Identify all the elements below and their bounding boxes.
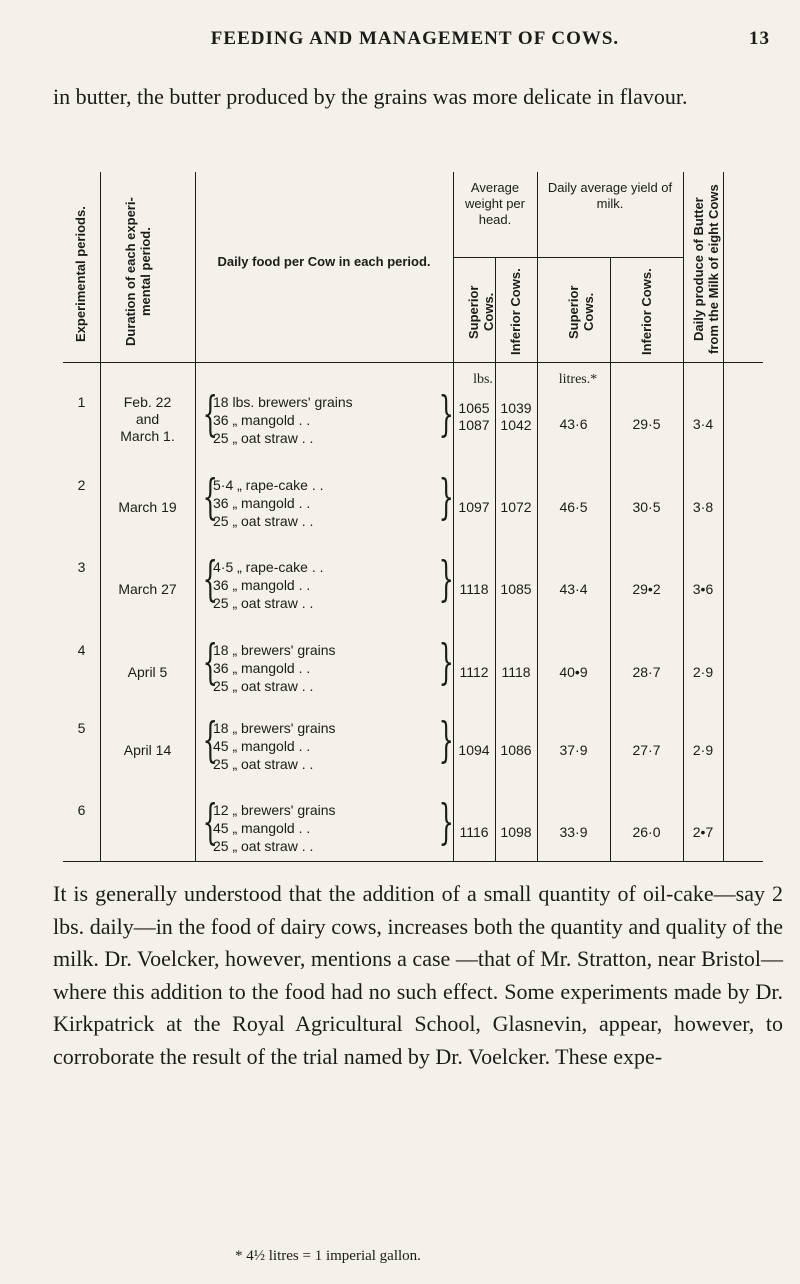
col-divider	[195, 172, 196, 862]
food-line: 18 lbs. brewers' grains	[213, 394, 353, 410]
cell-yield-superior: 40•9	[559, 664, 588, 680]
cell-yield-superior: 33·9	[559, 824, 588, 840]
cell-butter: 3·4	[692, 416, 714, 432]
cell-butter: 2·9	[692, 742, 714, 758]
header-food: Daily food per Cow in each period.	[217, 254, 431, 269]
cell-weight-inferior: 1118	[501, 664, 531, 680]
header-butter: Daily produce of Butter from the Milk of eight Cows	[691, 184, 721, 355]
cell-duration: April 5	[127, 664, 168, 680]
food-line: 25 „ oat straw . .	[213, 595, 314, 611]
brace-close-icon: }	[438, 712, 454, 768]
footnote: * 4½ litres = 1 imperial gallon.	[235, 1248, 421, 1264]
cell-yield-superior: 37·9	[559, 742, 588, 758]
cell-weight-superior: 1094	[458, 742, 490, 758]
col-divider	[537, 172, 538, 862]
cell-yield-inferior: 26·0	[632, 824, 661, 840]
cell-duration: March 19	[118, 499, 177, 515]
cell-yield-inferior: 30·5	[632, 499, 661, 515]
cell-duration: March 1.	[120, 428, 175, 444]
page-number: 13	[749, 28, 770, 49]
group-divider	[453, 257, 683, 258]
cell-weight-superior: 1087	[458, 417, 490, 433]
cell-yield-inferior: 28·7	[632, 664, 661, 680]
food-line: 25 „ oat straw . .	[213, 838, 314, 854]
brace-close-icon: }	[438, 386, 454, 442]
brace-close-icon: }	[438, 634, 454, 690]
page-header	[100, 28, 770, 58]
header-weight: Average weight per head.	[465, 180, 525, 227]
food-line: 18 „ brewers' grains	[213, 642, 336, 658]
header-yield: Daily average yield of milk.	[547, 180, 673, 211]
food-line: 25 „ oat straw . .	[213, 756, 314, 772]
unit-weight: lbs.	[473, 372, 493, 387]
cell-period: 4	[77, 642, 86, 658]
cell-weight-inferior: 1086	[500, 742, 532, 758]
col-divider	[100, 172, 101, 862]
header-period: Experimental periods.	[73, 206, 88, 343]
header-yield-superior: Superior Cows.	[566, 285, 596, 339]
header-duration: Duration of each experi-mental period.	[123, 197, 153, 347]
brace-icon: {	[202, 469, 218, 525]
cell-butter: 3·8	[692, 499, 714, 515]
brace-close-icon: }	[438, 551, 454, 607]
cell-weight-superior: 1118	[459, 581, 489, 597]
brace-icon: {	[202, 712, 218, 768]
cell-weight-superior: 1097	[458, 499, 490, 515]
food-line: 5·4 „ rape-cake . .	[213, 477, 324, 493]
food-line: 12 „ brewers' grains	[213, 802, 336, 818]
header-weight-inferior: Inferior Cows.	[508, 268, 523, 356]
food-line: 36 „ mangold . .	[213, 660, 311, 676]
cell-yield-inferior: 27·7	[632, 742, 661, 758]
cell-weight-superior: 1112	[459, 664, 489, 680]
running-title: FEEDING AND MANAGEMENT OF COWS.	[210, 28, 620, 49]
food-line: 4·5 „ rape-cake . .	[213, 559, 324, 575]
header-yield-inferior: Inferior Cows.	[639, 268, 654, 356]
col-divider	[683, 172, 684, 862]
cell-weight-inferior: 1072	[500, 499, 532, 515]
cell-butter: 2•7	[692, 824, 714, 840]
cell-weight-inferior: 1042	[500, 417, 532, 433]
cell-duration: Feb. 22	[123, 394, 172, 410]
unit-yield: litres.*	[558, 372, 598, 387]
food-line: 45 „ mangold . .	[213, 820, 311, 836]
cell-weight-inferior: 1085	[500, 581, 532, 597]
food-line: 25 „ oat straw . .	[213, 513, 314, 529]
cell-yield-superior: 43·4	[559, 581, 588, 597]
cell-butter: 3•6	[692, 581, 714, 597]
cell-yield-inferior: 29·5	[632, 416, 661, 432]
food-line: 45 „ mangold . .	[213, 738, 311, 754]
cell-period: 1	[77, 394, 86, 410]
cell-duration: and	[135, 411, 160, 427]
brace-icon: {	[202, 634, 218, 690]
cell-duration: March 27	[118, 581, 177, 597]
cell-weight-superior: 1065	[458, 400, 490, 416]
experiment-table	[63, 172, 783, 862]
food-line: 18 „ brewers' grains	[213, 720, 336, 736]
cell-yield-inferior: 29•2	[632, 581, 661, 597]
cell-weight-inferior: 1039	[500, 400, 532, 416]
cell-period: 5	[77, 720, 86, 736]
cell-yield-superior: 43·6	[559, 416, 588, 432]
food-line: 36 „ mangold . .	[213, 577, 311, 593]
col-divider	[723, 172, 724, 862]
brace-icon: {	[202, 794, 218, 850]
food-line: 25 „ oat straw . .	[213, 678, 314, 694]
brace-icon: {	[202, 551, 218, 607]
brace-close-icon: }	[438, 469, 454, 525]
body-paragraph: It is generally understood that the addition of a small quantity of oil-cake—say 2 lbs. daily—in the food of dairy cows, increases both the quantity and quality of the milk. Dr. Voelcker, however, mentions a case —that of Mr. Stratton, near Bristol—where this addition to the food had no such effect. Some experiments made by Dr. Kirkpatrick at the Royal Agricultural School, Glasnevin, appear, however, to corroborate the result of the trial named by Dr. Voelcker. These expe-	[53, 881, 783, 1069]
cell-weight-superior: 1116	[459, 824, 489, 840]
header-rule	[63, 362, 763, 363]
food-line: 36 „ mangold . .	[213, 412, 311, 428]
bottom-rule	[63, 861, 763, 862]
col-divider	[610, 257, 611, 862]
cell-period: 6	[77, 802, 86, 818]
food-line: 25 „ oat straw . .	[213, 430, 314, 446]
food-line: 36 „ mangold . .	[213, 495, 311, 511]
cell-butter: 2·9	[692, 664, 714, 680]
header-weight-superior: Superior Cows.	[466, 285, 496, 339]
cell-yield-superior: 46·5	[559, 499, 588, 515]
cell-period: 3	[77, 559, 86, 575]
cell-weight-inferior: 1098	[500, 824, 532, 840]
cell-duration: April 14	[123, 742, 172, 758]
brace-close-icon: }	[438, 794, 454, 850]
cell-period: 2	[77, 477, 86, 493]
intro-paragraph: in butter, the butter produced by the grains was more delicate in flavour.	[53, 84, 688, 109]
brace-icon: {	[202, 386, 218, 442]
